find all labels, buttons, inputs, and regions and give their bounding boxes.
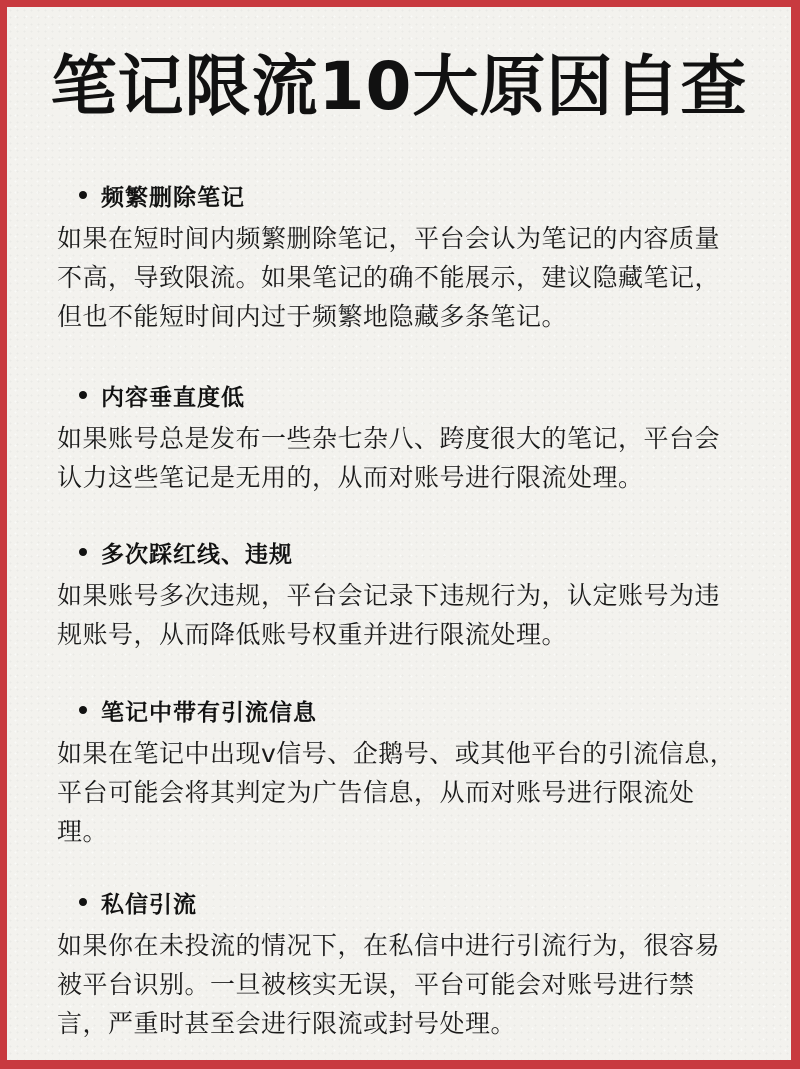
- body-line: 言，严重时甚至会进行限流或封号处理。: [57, 1009, 517, 1038]
- section-body: [57, 219, 767, 336]
- section-heading-text: 内容垂直度低: [101, 384, 245, 411]
- section-violations: [57, 532, 767, 654]
- body-line: 被平台识别。一旦被核实无误，平台可能会对账号进行禁: [57, 970, 695, 999]
- body-line: 认力这些笔记是无用的，从而对账号进行限流处理。: [57, 463, 644, 492]
- bullet-icon: [79, 548, 87, 556]
- bullet-icon: [79, 391, 87, 399]
- section-low-verticality: [57, 375, 767, 497]
- section-heading: [57, 882, 767, 922]
- page-frame: [7, 7, 791, 1060]
- section-heading-text: 频繁删除笔记: [101, 184, 245, 211]
- section-delete-notes: [57, 175, 767, 336]
- section-heading-text: 笔记中带有引流信息: [101, 699, 317, 726]
- bullet-icon: [79, 706, 87, 714]
- section-heading-text: 私信引流: [101, 891, 197, 918]
- body-line: 如果账号总是发布一些杂七杂八、跨度很大的笔记，平台会: [57, 424, 721, 453]
- section-heading: [57, 175, 767, 215]
- bullet-icon: [79, 898, 87, 906]
- section-body: [57, 734, 767, 851]
- body-line: 理。: [57, 817, 109, 846]
- body-line: 规账号，从而降低账号权重并进行限流处理。: [57, 620, 568, 649]
- body-line: 如果账号多次违规，平台会记录下违规行为，认定账号为违: [57, 581, 721, 610]
- section-traffic-info: [57, 690, 767, 851]
- body-line: 平台可能会将其判定为广告信息，从而对账号进行限流处: [57, 778, 695, 807]
- body-line: 如果在短时间内频繁删除笔记，平台会认为笔记的内容质量: [57, 224, 721, 253]
- section-private-message: [57, 882, 767, 1043]
- section-heading-text: 多次踩红线、违规: [101, 541, 293, 568]
- body-line: 不高，导致限流。如果笔记的确不能展示，建议隐藏笔记，: [57, 263, 721, 292]
- bullet-icon: [79, 191, 87, 199]
- body-line: 如果你在未投流的情况下，在私信中进行引流行为，很容易: [57, 931, 721, 960]
- body-line: 如果在笔记中出现v信号、企鹅号、或其他平台的引流信息，: [57, 739, 736, 768]
- section-heading: [57, 375, 767, 415]
- page-title: 笔记限流10大原因自查: [50, 48, 748, 125]
- section-heading: [57, 690, 767, 730]
- section-heading: [57, 532, 767, 572]
- section-body: [57, 576, 767, 654]
- section-body: [57, 926, 767, 1043]
- section-body: [57, 419, 767, 497]
- body-line: 但也不能短时间内过于频繁地隐藏多条笔记。: [57, 302, 568, 331]
